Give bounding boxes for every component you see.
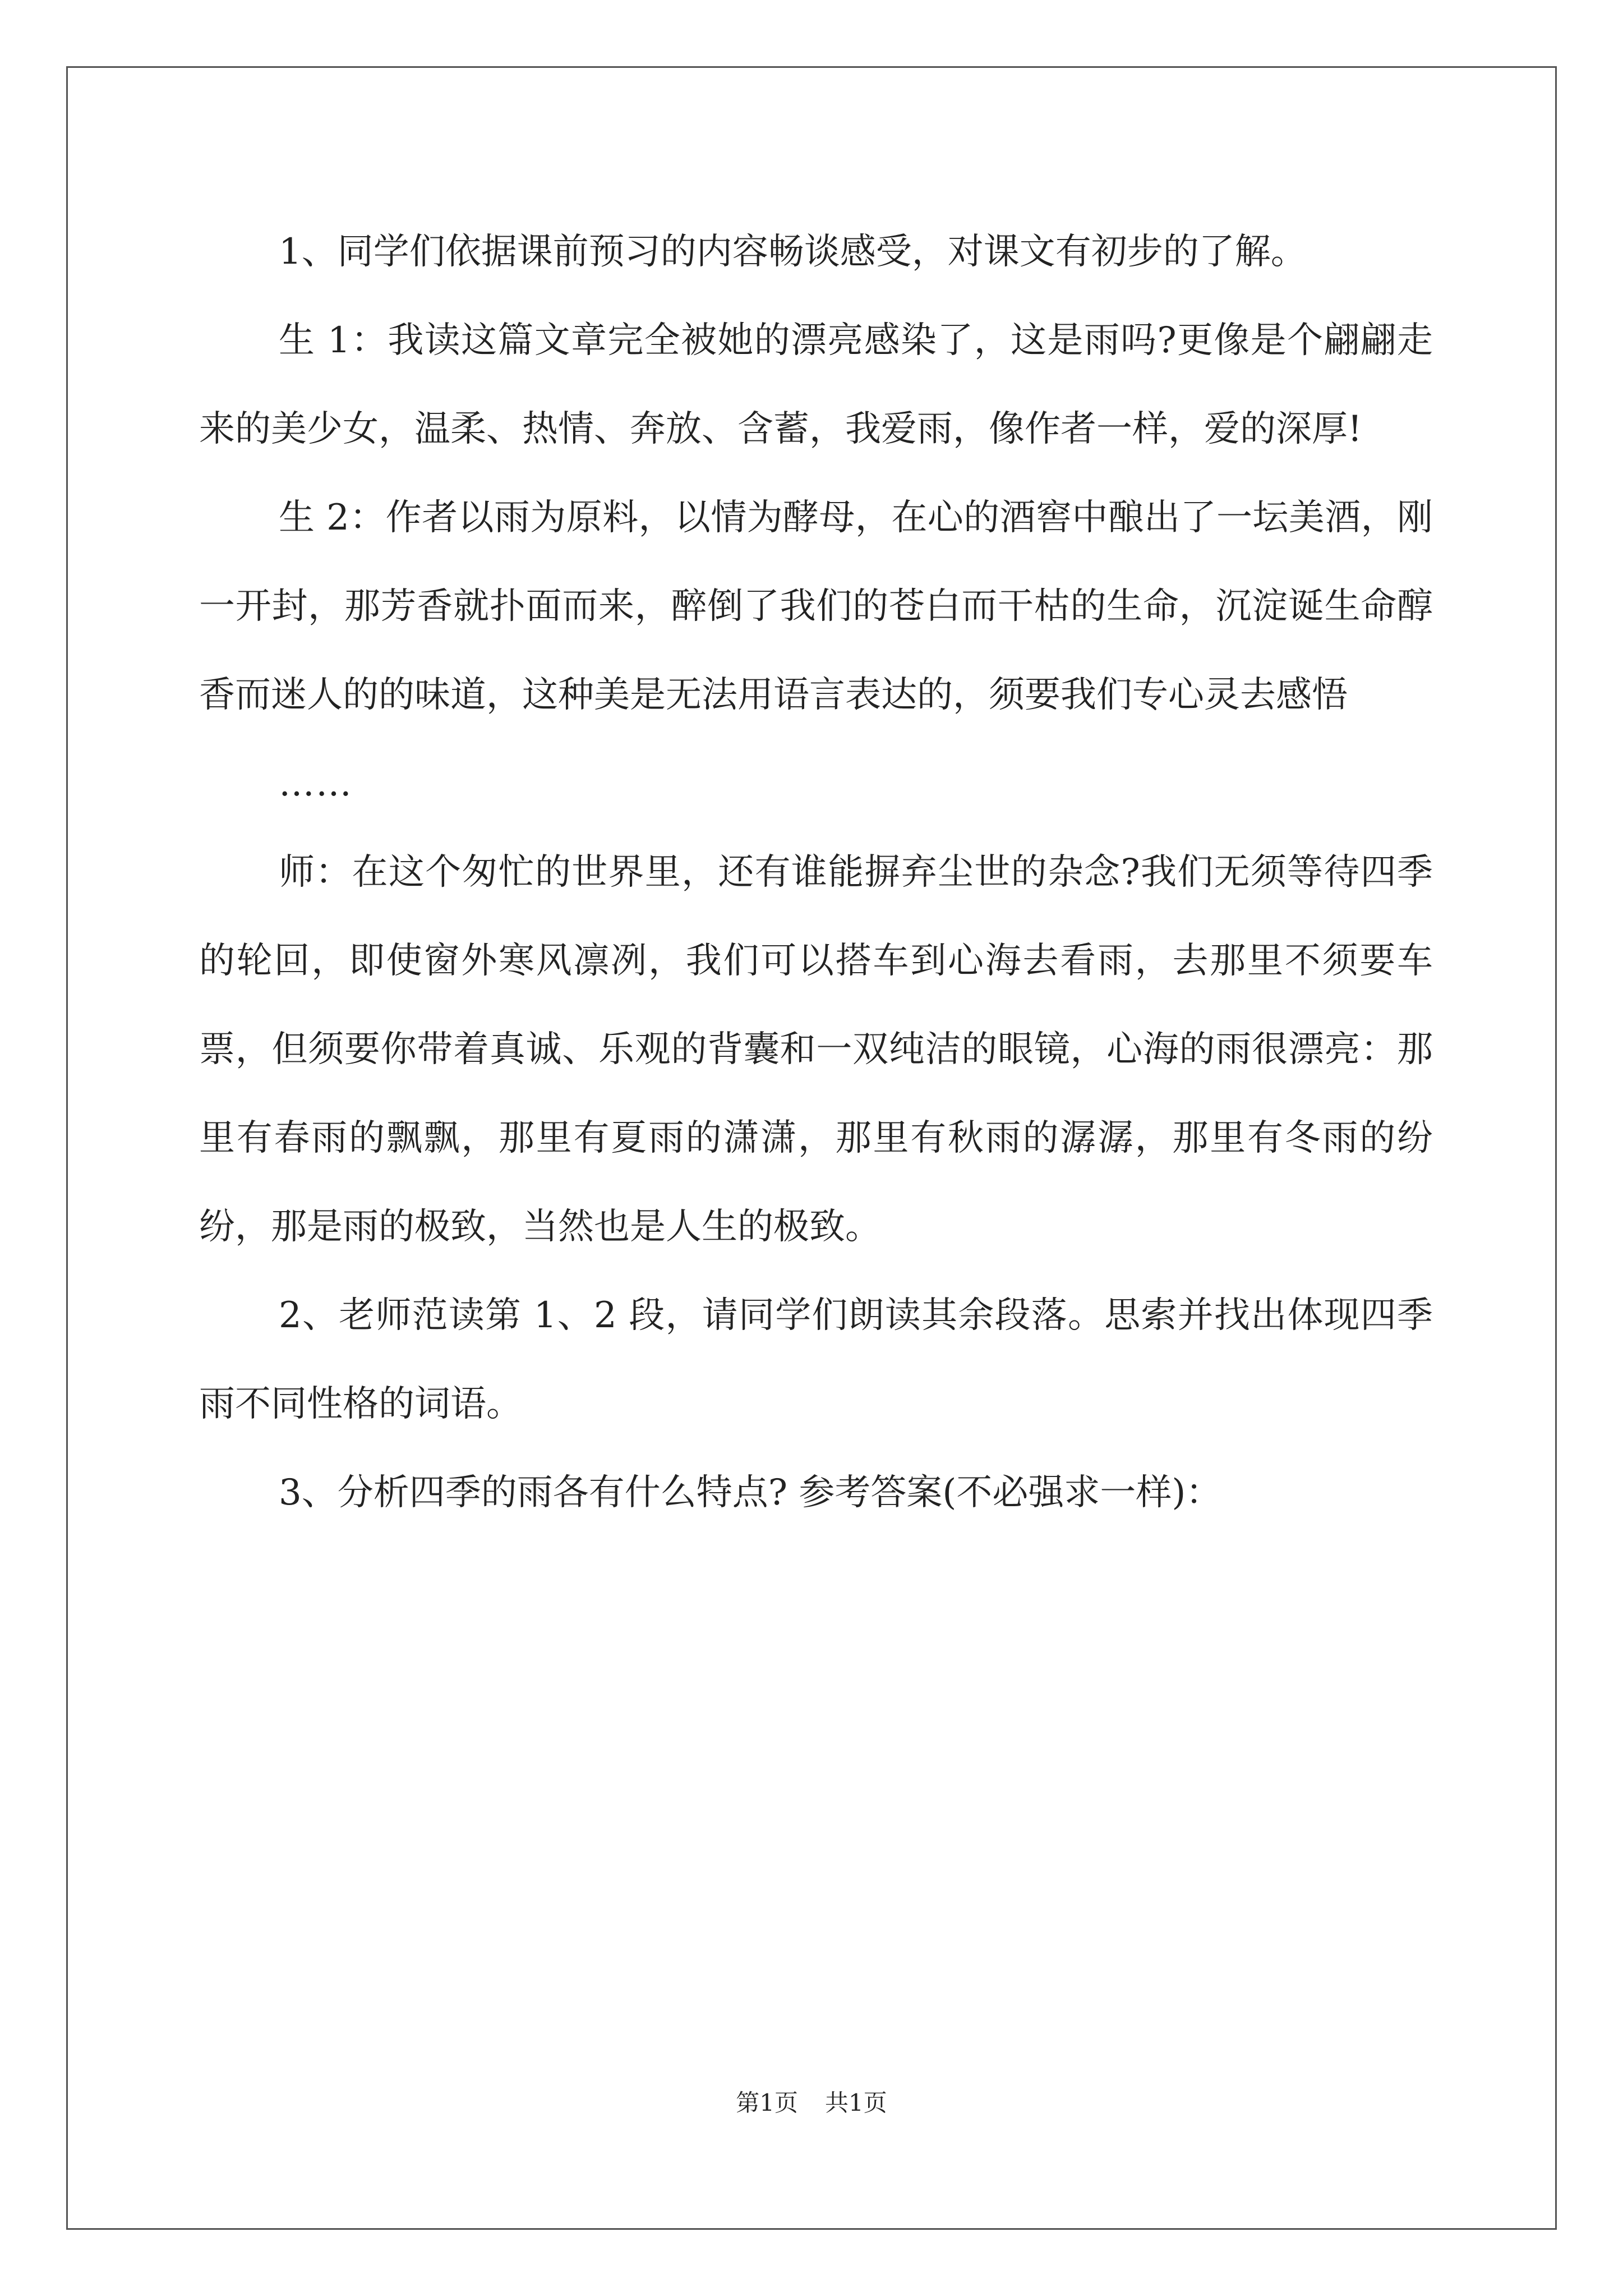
paragraph-4: 师：在这个匆忙的世界里，还有谁能摒弃尘世的杂念?我们无须等待四季的轮回，即使窗外寒风凛冽，我们可以搭车到心海去看雨，去那里不须要车票，但须要你带着真诚、乐观的背囊和一双纯洁的眼镜，心海的雨很漂亮：那里有春雨的飘飘，那里有夏雨的潇潇，那里有秋雨的潺潺，那里有冬雨的纷纷，那是雨的极致，当然也是人生的极致。 [199, 852, 1433, 1248]
page-number-total: 共1页 [825, 2089, 887, 2116]
page-number-current: 第1页 [736, 2089, 798, 2116]
paragraph-6: 3、分析四季的雨各有什么特点? 参考答案(不必强求一样)： [279, 1472, 1222, 1513]
ellipsis-line: …… [279, 763, 353, 804]
document-body [199, 208, 1433, 1537]
paragraph-5: 2、老师范读第 1、2 段，请同学们朗读其余段落。思索并找出体现四季雨不同性格的词语。 [199, 1295, 1433, 1425]
paragraph-3: 生 2：作者以雨为原料，以情为酵母，在心的酒窖中酿出了一坛美酒，刚一开封，那芳香就扑面而来，醉倒了我们的苍白而干枯的生命，沉淀诞生命醇香而迷人的的味道，这种美是无法用语言表达的，须要我们专心灵去感悟 [199, 497, 1433, 716]
paragraph-2: 生 1：我读这篇文章完全被她的漂亮感染了，这是雨吗?更像是个翩翩走来的美少女，温柔、热情、奔放、含蓄，我爱雨，像作者一样，爱的深厚! [199, 320, 1433, 450]
paragraph-1: 1、同学们依据课前预习的内容畅谈感受，对课文有初步的了解。 [279, 231, 1307, 273]
page-footer [0, 2085, 1623, 2118]
